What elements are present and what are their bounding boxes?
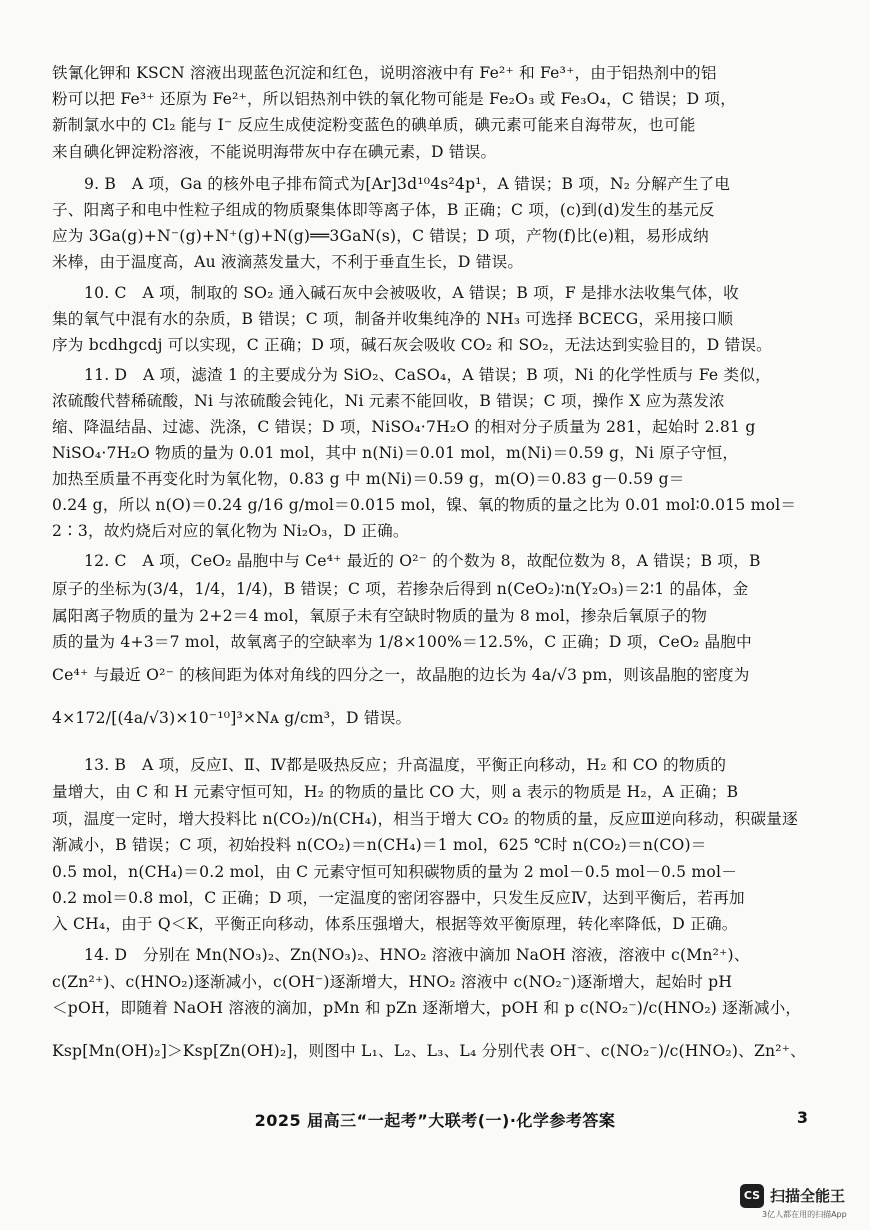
text-line: 量增大，由 C 和 H 元素守恒可知，H₂ 的物质的量比 CO 大，则 a 表示的物质是 H₂，A 正确；B <box>52 783 739 801</box>
text-line: 4×172/[(4a/√3)×10⁻¹⁰]³×Nᴀ g/cm³，D 错误。 <box>52 709 412 727</box>
text-line: 铁氰化钾和 KSCN 溶液出现蓝色沉淀和红色，说明溶液中有 Fe²⁺ 和 Fe³⁺，由于铝热剂中的铝 <box>52 64 717 82</box>
text-line: 应为 3Ga(g)+N⁻(g)+N⁺(g)+N(g)══3GaN(s)，C 错误；D 项，产物(f)比(e)粗，易形成纳 <box>52 227 709 245</box>
text-line: 粉可以把 Fe³⁺ 还原为 Fe²⁺，所以铝热剂中铁的氧化物可能是 Fe₂O₃ 或 Fe₃O₄，C 错误；D 项， <box>52 90 737 108</box>
text-line: 0.2 mol＝0.8 mol，C 正确；D 项，一定温度的密闭容器中，只发生反应Ⅳ，达到平衡后，若再加 <box>52 889 745 907</box>
text-line: 14. D 分别在 Mn(NO₃)₂、Zn(NO₃)₂、HNO₂ 溶液中滴加 NaOH 溶液，溶液中 c(Mn²⁺)、 <box>84 946 750 964</box>
text-line: 0.24 g，所以 n(O)＝0.24 g/16 g/mol＝0.015 mol，镍、氧的物质的量之比为 0.01 mol∶0.015 mol＝ <box>52 496 797 514</box>
text-line: 加热至质量不再变化时为氧化物，0.83 g 中 m(Ni)＝0.59 g，m(O)＝0.83 g－0.59 g＝ <box>52 470 685 488</box>
text-line: 2∶3，故灼烧后对应的氧化物为 Ni₂O₃，D 正确。 <box>52 522 409 540</box>
text-line: 缩、降温结晶、过滤、洗涤，C 错误；D 项，NiSO₄·7H₂O 的相对分子质量为 281，起始时 2.81 g <box>52 418 756 436</box>
text-line: 9. B A 项，Ga 的核外电子排布简式为[Ar]3d¹⁰4s²4p¹，A 错误；B 项，N₂ 分解产生了电 <box>84 175 731 193</box>
text-line: 来自碘化钾淀粉溶液，不能说明海带灰中存在碘元素，D 错误。 <box>52 143 497 161</box>
text-line: 质的量为 4+3＝7 mol，故氧离子的空缺率为 1/8×100%＝12.5%，C 正确；D 项，CeO₂ 晶胞中 <box>52 633 752 651</box>
text-line: c(Zn²⁺)、c(HNO₂)逐渐减小，c(OH⁻)逐渐增大，HNO₂ 溶液中 c(NO₂⁻)逐渐增大，起始时 pH <box>52 973 733 991</box>
text-line: 项，温度一定时，增大投料比 n(CO₂)/n(CH₄)，相当于增大 CO₂ 的物质的量，反应Ⅲ逆向移动，积碳量逐 <box>52 810 798 828</box>
text-line: 米棒，由于温度高，Au 液滴蒸发量大，不利于垂直生长，D 错误。 <box>52 253 524 271</box>
scanner-brand: 扫描全能王 <box>770 1187 846 1205</box>
page-number: 3 <box>796 1108 808 1127</box>
camscanner-logo-icon: CS <box>740 1184 764 1208</box>
text-line: 子、阳离子和电中性粒子组成的物质聚集体即等离子体，B 正确；C 项，(c)到(d)发生的基元反 <box>52 201 715 219</box>
text-line: 入 CH₄，由于 Q＜K，平衡正向移动，体系压强增大，根据等效平衡原理，转化率降低，D 正确。 <box>52 915 738 933</box>
text-line: 0.5 mol，n(CH₄)＝0.2 mol，由 C 元素守恒可知积碳物质的量为 2 mol－0.5 mol－0.5 mol－ <box>52 863 737 881</box>
text-line: Ce⁴⁺ 与最近 O²⁻ 的核间距为体对角线的四分之一，故晶胞的边长为 4a/√3 pm，则该晶胞的密度为 <box>52 666 750 684</box>
text-line: 10. C A 项，制取的 SO₂ 通入碱石灰中会被吸收，A 错误；B 项，F 是排水法收集气体，收 <box>84 284 739 302</box>
footer-title: 2025 届高三“一起考”大联考(一)·化学参考答案 <box>254 1111 616 1130</box>
text-line: 渐减小，B 错误；C 项，初始投料 n(CO₂)＝n(CH₄)＝1 mol，625 ℃时 n(CO₂)＝n(CO)＝ <box>52 836 707 854</box>
text-line: 序为 bcdhgcdj 可以实现，C 正确；D 项，碱石灰会吸收 CO₂ 和 SO₂，无法达到实验目的，D 错误。 <box>52 336 772 354</box>
text-line: 新制氯水中的 Cl₂ 能与 I⁻ 反应生成使淀粉变蓝色的碘单质，碘元素可能来自海带灰，也可能 <box>52 116 696 134</box>
text-line: 属阳离子物质的量为 2+2＝4 mol，氧原子未有空缺时物质的量为 8 mol，掺杂后氧原子的物 <box>52 607 708 625</box>
text-line: 原子的坐标为(3/4，1/4，1/4)，B 错误；C 项，若掺杂后得到 n(CeO₂)∶n(Y₂O₃)＝2∶1 的晶体，金 <box>52 580 749 598</box>
scanner-tagline: 3亿人都在用的扫描App <box>762 1210 847 1219</box>
text-line: 13. B A 项，反应Ⅰ、Ⅱ、Ⅳ都是吸热反应；升高温度，平衡正向移动，H₂ 和 CO 的物质的 <box>84 756 727 774</box>
text-line: 12. C A 项，CeO₂ 晶胞中与 Ce⁴⁺ 最近的 O²⁻ 的个数为 8，故配位数为 8，A 错误；B 项，B <box>84 552 761 570</box>
text-line: 集的氧气中混有水的杂质，B 错误；C 项，制备并收集纯净的 NH₃ 可选择 BCECG，采用接口顺 <box>52 310 734 328</box>
text-line: Ksp[Mn(OH)₂]＞Ksp[Zn(OH)₂]，则图中 L₁、L₂、L₃、L₄ 分别代表 OH⁻、c(NO₂⁻)/c(HNO₂)、Zn²⁺、 <box>52 1042 806 1060</box>
text-line: ＜pOH，即随着 NaOH 溶液的滴加，pMn 和 pZn 逐渐增大，pOH 和 p c(NO₂⁻)/c(HNO₂) 逐渐减小， <box>52 999 802 1017</box>
scanner-watermark <box>740 1182 860 1222</box>
text-line: 11. D A 项，滤渣 1 的主要成分为 SiO₂、CaSO₄，A 错误；B 项，Ni 的化学性质与 Fe 类似， <box>84 366 771 384</box>
text-line: NiSO₄·7H₂O 物质的量为 0.01 mol，其中 n(Ni)＝0.01 mol，m(Ni)＝0.59 g，Ni 原子守恒， <box>52 444 739 462</box>
text-line: 浓硫酸代替稀硫酸，Ni 与浓硫酸会钝化，Ni 元素不能回收，B 错误；C 项，操作 X 应为蒸发浓 <box>52 392 725 410</box>
